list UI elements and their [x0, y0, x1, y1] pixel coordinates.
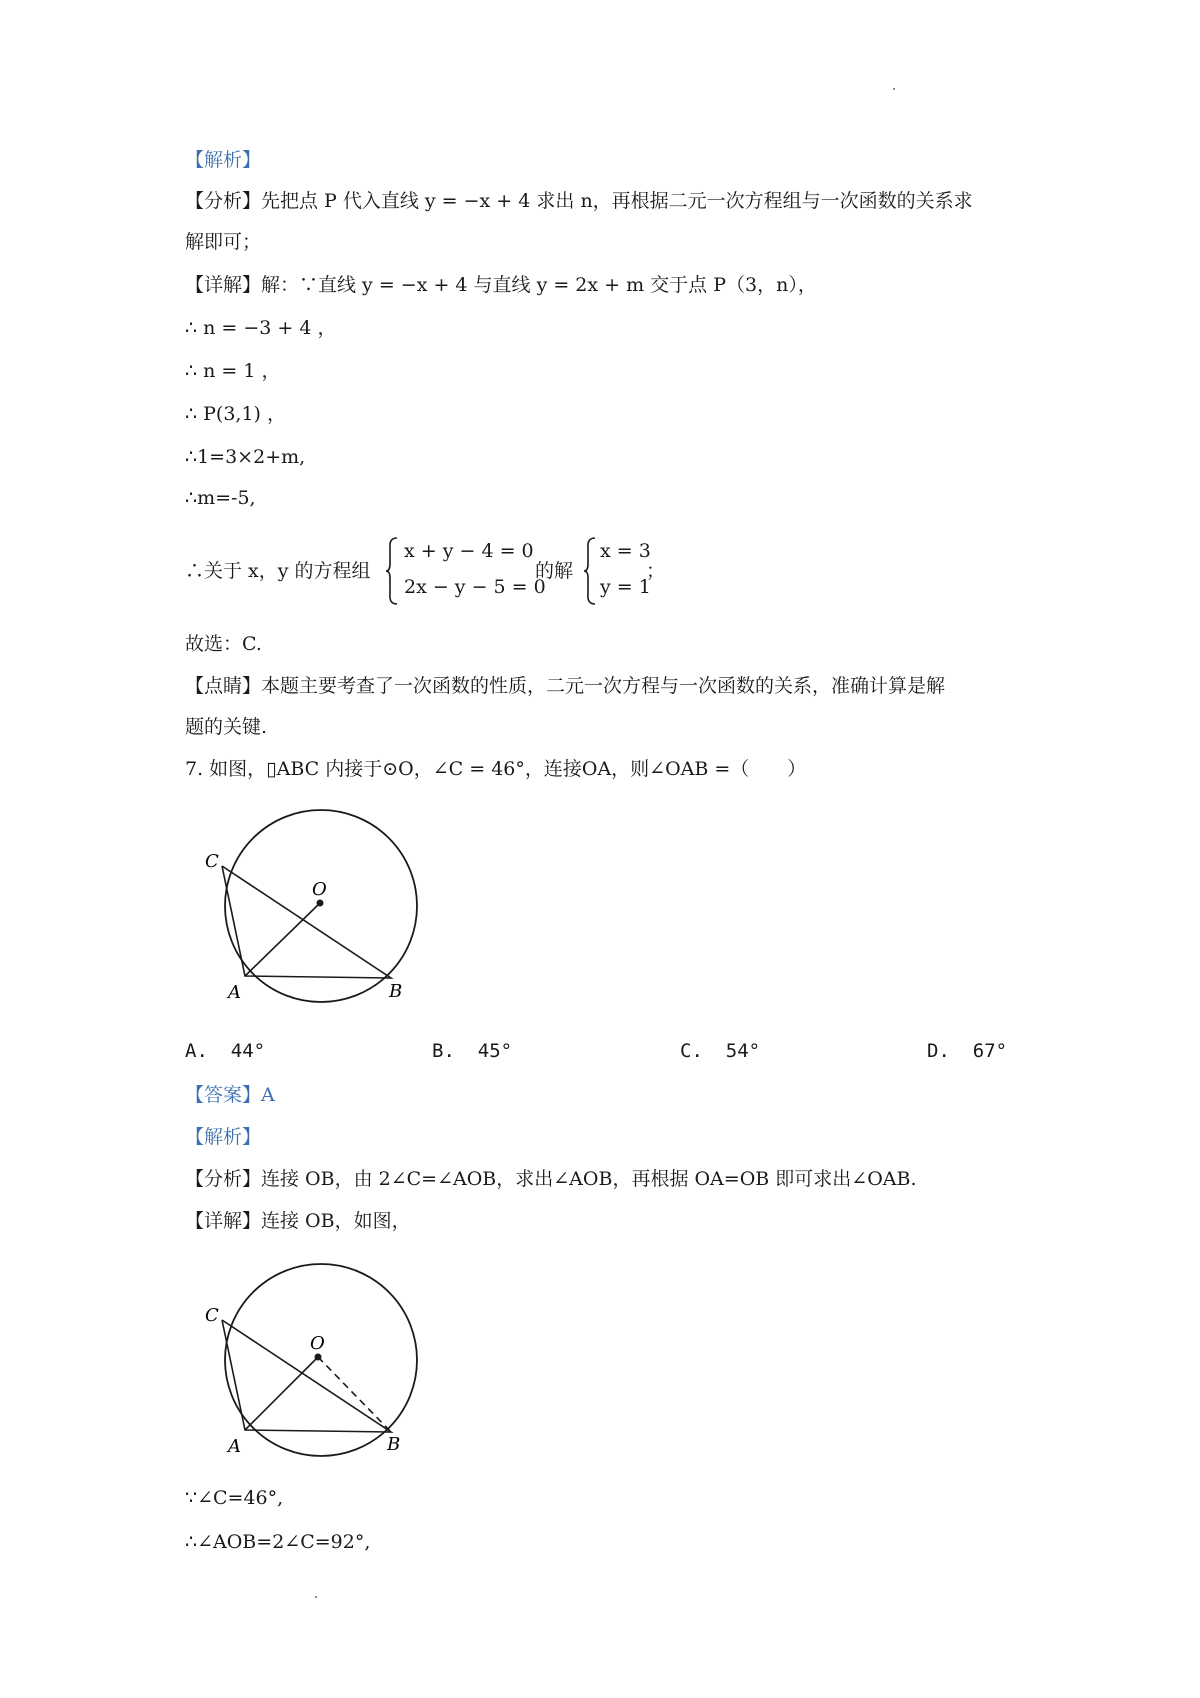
system1-eq2: 2x − y − 5 = 0: [404, 576, 546, 598]
scan-dot-bottom: [315, 1596, 317, 1598]
choice-b[interactable]: [432, 1040, 512, 1062]
choice-b-value: 45°: [477, 1040, 513, 1062]
label-o-2: O: [310, 1333, 325, 1354]
step-n-value: ∴ n = 1 ，: [185, 360, 281, 382]
choice-c-value: 54°: [725, 1040, 761, 1062]
step-n-expr: ∴ n = −3 + 4 ，: [185, 317, 337, 339]
analysis-7: 【分析】连接 OB，由 2∠C=∠AOB，求出∠AOB，再根据 OA=OB 即可求出∠OAB.: [185, 1168, 917, 1190]
summary-line-1: 【点睛】本题主要考查了一次函数的性质，二元一次方程与一次函数的关系，准确计算是解: [185, 675, 946, 697]
circle-figure-1: [195, 800, 435, 1015]
label-a-2: A: [228, 1436, 241, 1457]
label-b: B: [389, 981, 403, 1002]
question-7: 7. 如图，▯ABC 内接于⊙O，∠C = 46°，连接OA，则∠OAB =（ ）: [185, 758, 807, 780]
detail-line: 【详解】解：∵直线 y = −x + 4 与直线 y = 2x + m 交于点 P（3，n），: [185, 274, 817, 296]
section-jiexi-2: 【解析】: [185, 1126, 262, 1148]
angle-aob: ∴∠AOB=2∠C=92°,: [185, 1531, 371, 1553]
system-intro: ∴关于 x，y 的方程组: [185, 560, 371, 582]
system2-eq1: x = 3: [600, 540, 651, 562]
system1-eq1: x + y − 4 = 0: [404, 540, 534, 562]
step-point-p: ∴ P(3,1) ，: [185, 403, 286, 425]
label-c: C: [205, 851, 219, 872]
analysis-line-1: 【分析】先把点 P 代入直线 y = −x + 4 求出 n，再根据二元一次方程组与一次函数的关系求: [185, 190, 973, 212]
step-m-value: ∴m=-5,: [185, 487, 256, 509]
choice-d-value: 67°: [972, 1040, 1008, 1062]
system2-eq2: y = 1: [600, 576, 651, 598]
label-b-2: B: [387, 1434, 401, 1455]
label-o: O: [312, 879, 327, 900]
choice-b-letter: B.: [432, 1040, 455, 1062]
system-solution-label: 的解: [535, 560, 574, 582]
left-brace-1: [385, 536, 399, 606]
answer-choice-line: 故选：C.: [185, 633, 262, 655]
choice-d-letter: D.: [927, 1040, 950, 1062]
system-end-punct: ；: [646, 560, 666, 582]
detail-7: 【详解】连接 OB，如图，: [185, 1210, 411, 1232]
section-jiexi-1: 【解析】: [185, 149, 262, 171]
choice-c-letter: C.: [680, 1040, 703, 1062]
choice-d[interactable]: [927, 1040, 1007, 1062]
choice-a-value: 44°: [230, 1040, 266, 1062]
left-brace-2: [583, 536, 597, 606]
step-m-expr: ∴1=3×2+m,: [185, 446, 306, 468]
scan-dot: [893, 88, 895, 90]
label-c-2: C: [205, 1305, 219, 1326]
summary-line-2: 题的关键.: [185, 716, 268, 738]
circle-figure-2: [195, 1250, 435, 1470]
choice-a[interactable]: [185, 1040, 265, 1062]
choice-a-letter: A.: [185, 1040, 208, 1062]
choice-c[interactable]: [680, 1040, 760, 1062]
analysis-line-2: 解即可；: [185, 231, 262, 253]
given-angle-c: ∵∠C=46°,: [185, 1487, 284, 1509]
label-a: A: [228, 982, 241, 1003]
answer-label: 【答案】A: [185, 1084, 275, 1106]
